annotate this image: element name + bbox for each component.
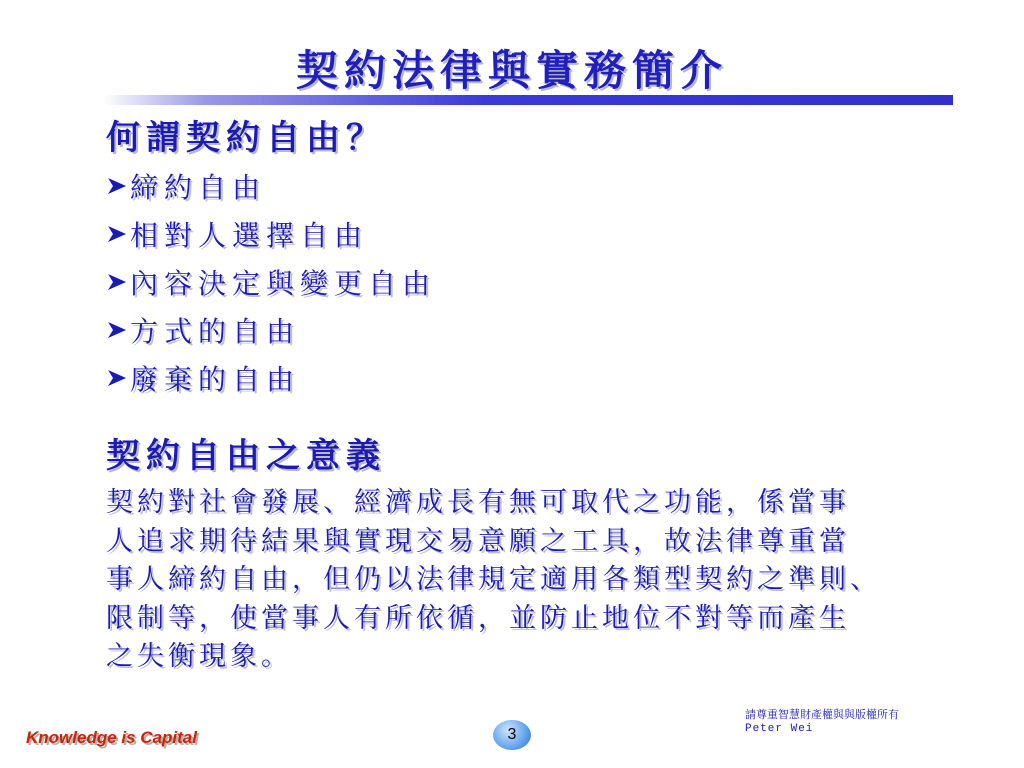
arrowhead-icon xyxy=(106,224,128,244)
list-item xyxy=(106,210,436,258)
list-item xyxy=(106,162,436,210)
meaning-paragraph xyxy=(106,484,986,677)
author-name: Peter Wei xyxy=(745,723,814,735)
title-underline xyxy=(103,95,953,105)
arrowhead-icon xyxy=(106,320,128,340)
bullet-text: 方式的自由 xyxy=(130,315,301,348)
bullet-text: 締約自由 xyxy=(130,171,267,204)
list-item xyxy=(106,306,436,354)
paragraph-line: 之失衡現象。 xyxy=(106,641,292,672)
bullet-text: 相對人選擇自由 xyxy=(130,219,369,252)
list-item xyxy=(106,258,436,306)
arrowhead-icon xyxy=(106,176,128,196)
page-number: 3 xyxy=(507,726,517,743)
copyright-text: 請尊重智慧財產權與與版權所有 xyxy=(745,708,899,721)
arrowhead-icon xyxy=(106,272,128,292)
section-heading-freedom-of-contract: 何謂契約自由？ xyxy=(106,118,386,158)
section-heading-meaning: 契約自由之意義 xyxy=(106,436,386,476)
paragraph-line: 限制等，使當事人有所依循，並防止地位不對等而產生 xyxy=(106,602,850,634)
list-item xyxy=(106,354,436,402)
arrowhead-icon xyxy=(106,368,128,388)
bullet-list xyxy=(106,162,436,402)
bullet-text: 廢棄的自由 xyxy=(130,363,301,396)
page-number-badge xyxy=(493,720,531,750)
paragraph-line: 契約對社會發展、經濟成長有無可取代之功能，係當事 xyxy=(106,487,850,518)
slide-title: 契約法律與實務簡介 xyxy=(295,46,728,95)
paragraph-line: 事人締約自由，但仍以法律規定適用各類型契約之準則、 xyxy=(106,564,881,595)
footer-brand: Knowledge is Capital xyxy=(26,728,197,747)
bullet-text: 內容決定與變更自由 xyxy=(130,267,437,300)
paragraph-line: 人追求期待結果與實現交易意願之工具，故法律尊重當 xyxy=(106,525,850,557)
copyright-notice xyxy=(745,708,899,736)
